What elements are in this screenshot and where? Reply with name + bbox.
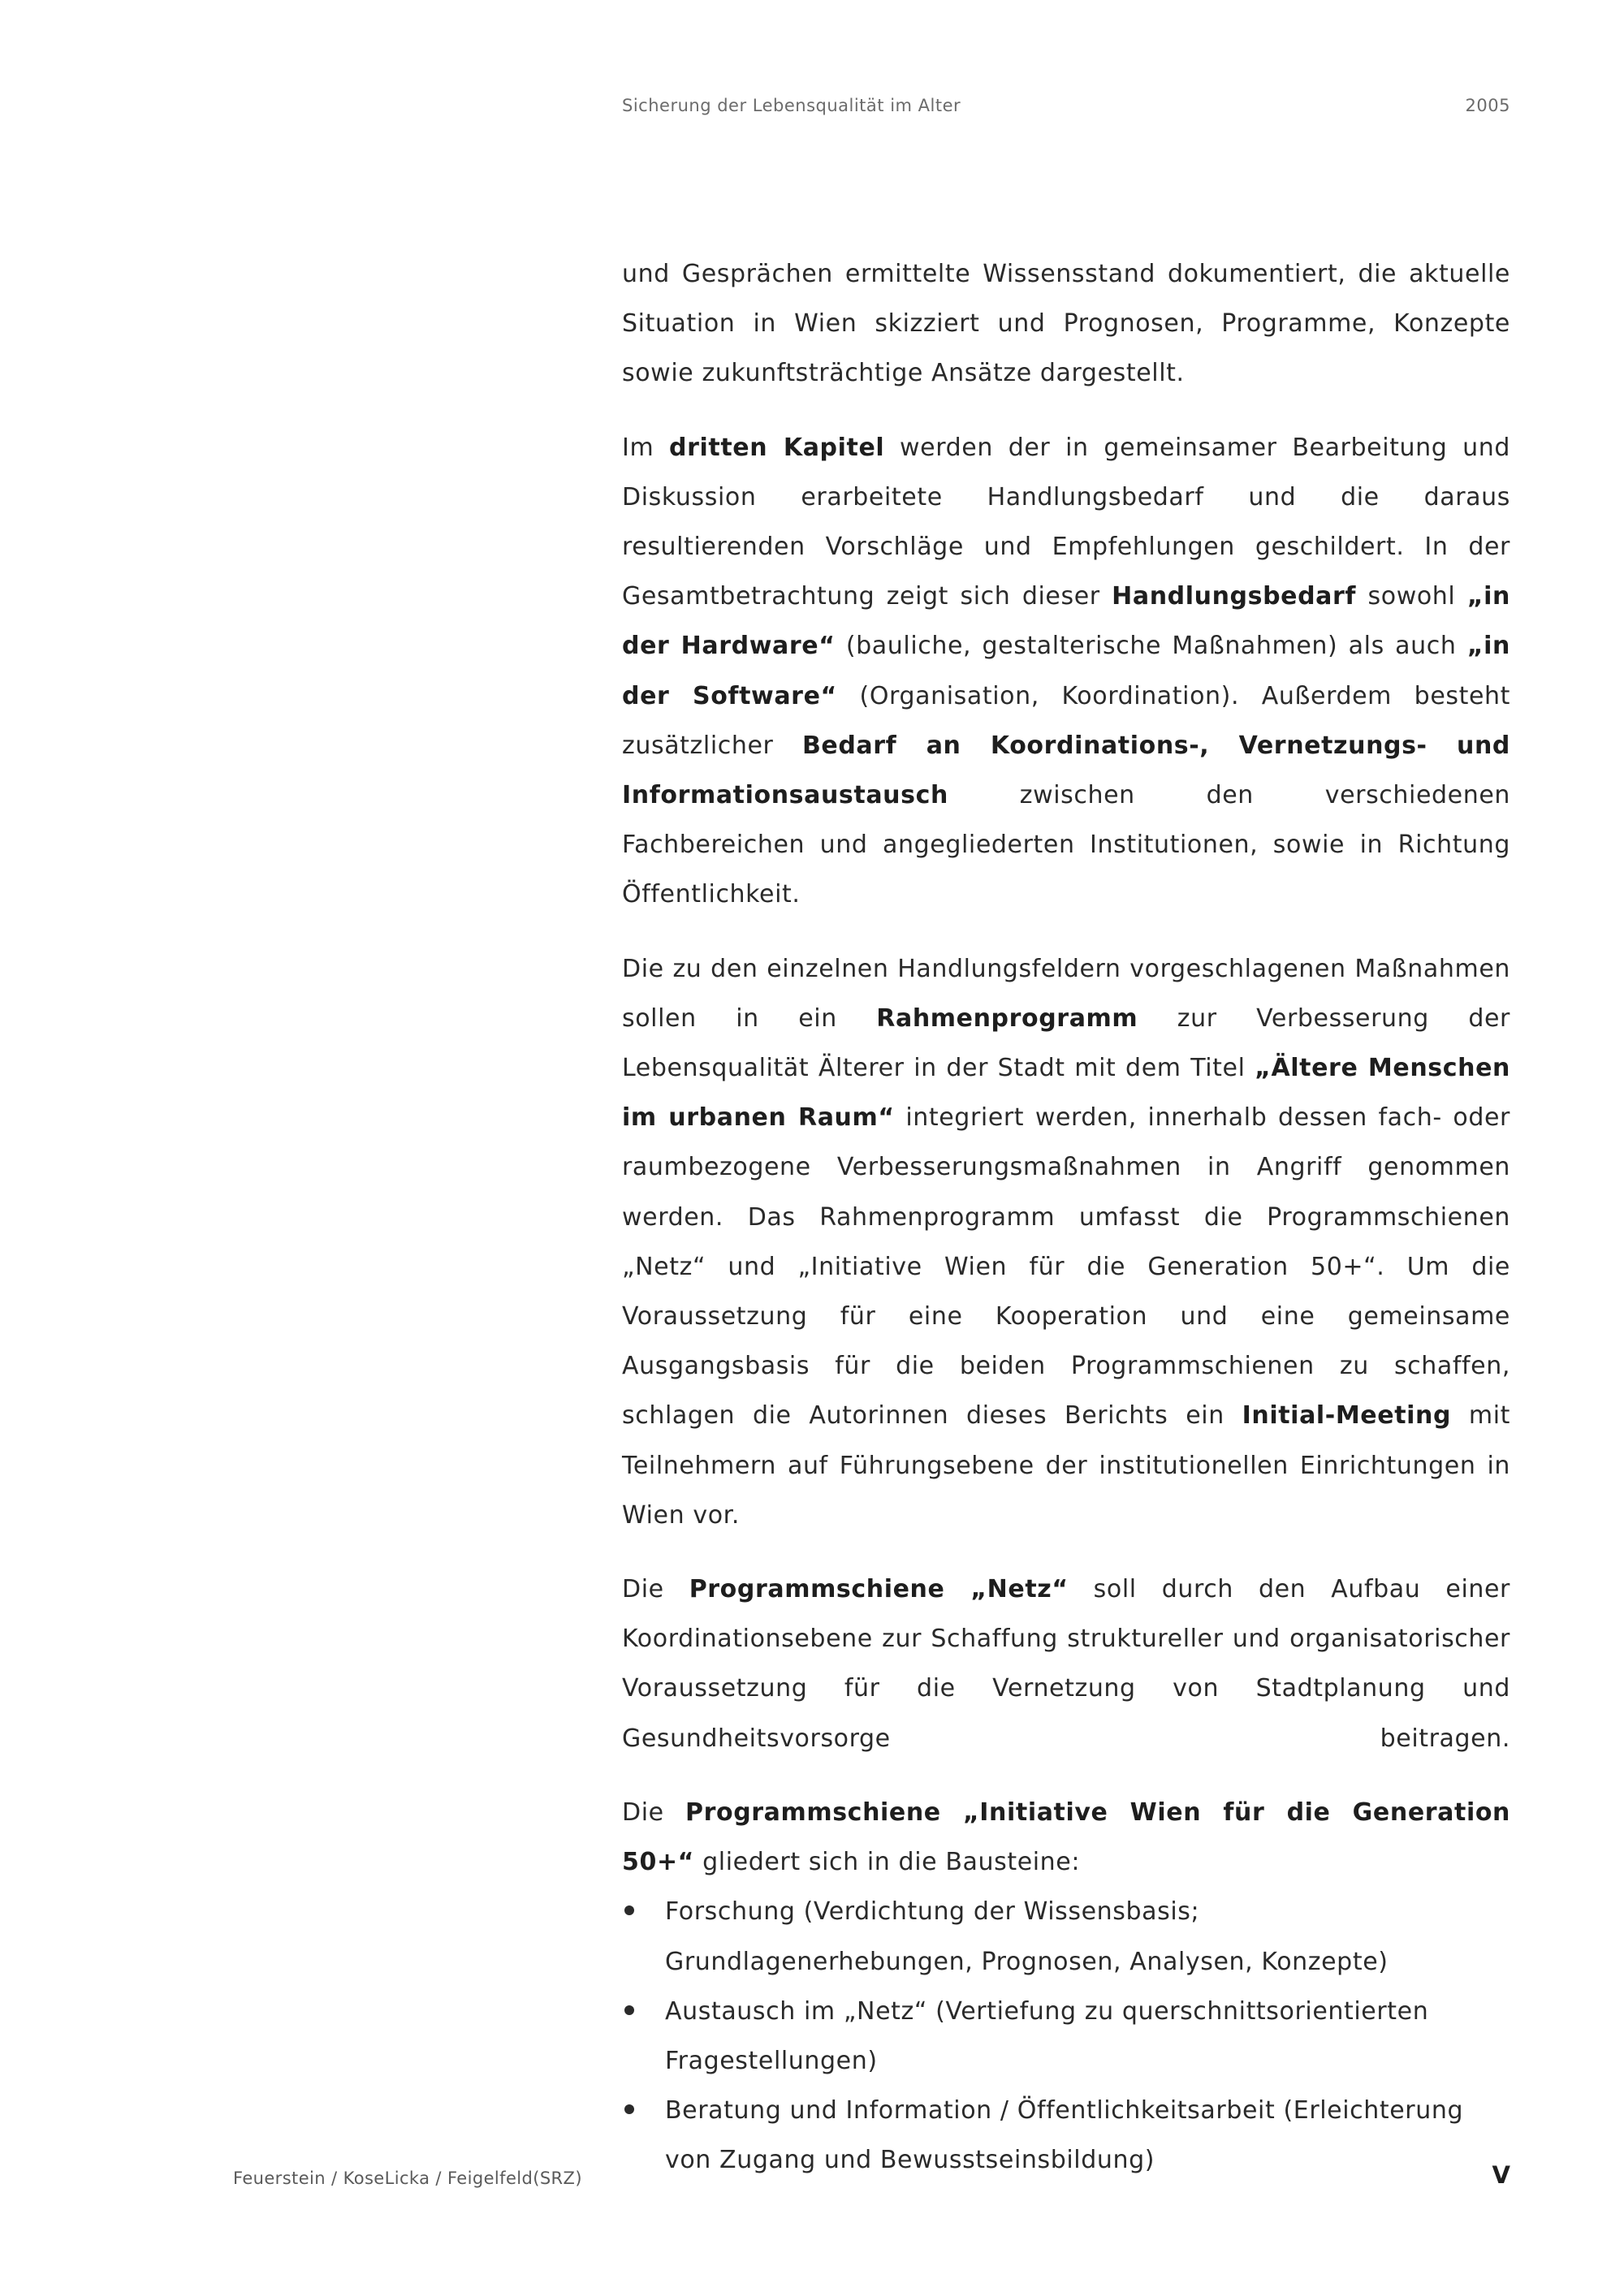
emphasis-hardware: „in der Hardware“	[622, 582, 1510, 661]
document-year: 2005	[1465, 96, 1510, 115]
bullet-icon	[624, 1905, 634, 1915]
emphasis-programmtitel: „Ältere Menschen im urbanen Raum“	[622, 1054, 1510, 1133]
paragraph-intro: und Gesprächen ermittelte Wissensstand dokumentiert, die aktuelle Situation in Wien skizziert und Prognosen, Programme, Konzepte sowie zukunftsträchtige Ansätze dargestellt.	[622, 260, 1510, 388]
list-item: Beratung und Information / Öffentlichkeitsarbeit (Erleichterung von Zugang und Bewusstseinsbildung)	[622, 2086, 1510, 2185]
list-item: Forschung (Verdichtung der Wissensbasis; Grundlagenerhebungen, Prognosen, Analysen, Konzepte)	[622, 1887, 1510, 1986]
emphasis-programmschiene-initiative: Programmschiene „Initiative Wien für die Generation 50+“	[622, 1798, 1510, 1877]
emphasis-handlungsbedarf: Handlungsbedarf	[1112, 582, 1357, 611]
emphasis-software: „in der Software“	[622, 632, 1510, 710]
running-head	[622, 96, 1510, 122]
emphasis-rahmenprogramm: Rahmenprogramm	[876, 1003, 1138, 1033]
emphasis-dritten-kapitel: dritten Kapitel	[669, 433, 885, 462]
footer-authors: Feuerstein / KoseLicka / Feigelfeld(SRZ)	[233, 2169, 582, 2188]
document-title: Sicherung der Lebensqualität im Alter	[622, 96, 961, 115]
bullet-icon	[624, 2005, 634, 2015]
list-item: Austausch im „Netz“ (Vertiefung zu querschnittsorientierten Fragestellungen)	[622, 1987, 1510, 2086]
paragraph-rahmenprogramm: Die zu den einzelnen Handlungsfeldern vorgeschlagenen Maßnahmen sollen in ein Rahmenprogramm zur Verbesserung der Lebensqualität Älterer in der Stadt mit dem Titel „Ältere Menschen im urbanen Raum“ integriert werden, innerhalb dessen fach- oder raumbezogene Verbesserungsmaßnahmen in Angriff genommen werden. Das Rahmenprogramm umfasst die Programmschienen „Netz“ und „Initiative Wien für die Generation 50+“. Um die Voraussetzung für eine Kooperation und eine gemeinsame Ausgangsbasis für die beiden Programmschienen zu schaffen, schlagen die Autorinnen dieses Berichts ein Initial-Meeting mit Teilnehmern auf Führungsebene der institutionellen Einrichtungen in Wien vor.	[622, 954, 1510, 1530]
emphasis-initial-meeting: Initial-Meeting	[1242, 1401, 1452, 1431]
body-text	[622, 249, 1510, 2186]
bullet-icon	[624, 2104, 634, 2114]
emphasis-bedarf: Bedarf an Koordinations-, Vernetzungs- und Informationsaustausch	[622, 731, 1510, 810]
bausteine-list	[622, 1887, 1510, 2185]
paragraph-initiative: Die Programmschiene „Initiative Wien für die Generation 50+“ gliedert sich in die Bausteine:	[622, 1798, 1510, 1877]
emphasis-programmschiene-netz: Programmschiene „Netz“	[689, 1575, 1069, 1604]
paragraph-netz: Die Programmschiene „Netz“ soll durch den Aufbau einer Koordinationsebene zur Schaffung struktureller und organisatorischer Voraussetzung für die Vernetzung von Stadtplanung und Gesundheitsvorsorge beitragen.	[622, 1575, 1510, 1753]
paragraph-kapitel-3: Im dritten Kapitel werden der in gemeinsamer Bearbeitung und Diskussion erarbeitete Handlungsbedarf und die daraus resultierenden Vorschläge und Empfehlungen geschildert. In der Gesamtbetrachtung zeigt sich dieser Handlungsbedarf sowohl „in der Hardware“ (bauliche, gestalterische Maßnahmen) als auch „in der Software“ (Organisation, Koordination). Außerdem besteht zusätzlicher Bedarf an Koordinations-, Vernetzungs- und Informationsaustausch zwischen den verschiedenen Fachbereichen und angegliederten Institutionen, sowie in Richtung Öffentlichkeit.	[622, 433, 1510, 909]
page-number: V	[1492, 2161, 1510, 2189]
